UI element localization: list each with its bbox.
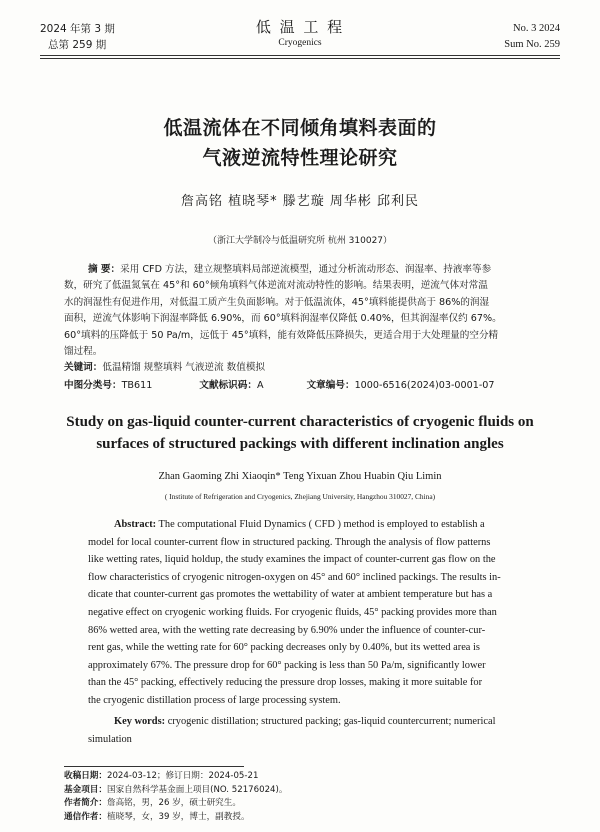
header-rule-top	[40, 55, 560, 56]
abstract-en: Abstract: The computational Fluid Dynamics ( CFD ) method is employed to establish a model for local counter-current flow in structured packing. Through the analysis of flow patterns like wetting rates, liquid holdup, the study examines the impact of counter-current gas flow on the flow characteristics of cryogenic nitrogen-oxygen on 45° and 60° inclined packings. The results in- dicate that counter-current gas promotes the wettability of water at ambient temperature but has a negative effect on cryogenic working fluids. For cryogenic fluids, 45° packing provides more than 86% wetted area, with the wetting rate decreasing by 6.90% under the influence of counter-cur- rent gas, while the wetting rate for 60° packing decreases only by 0.40%, but its wetted area is approximately 67%. The pressure drop for 60° packing is less than 50 Pa/m, significantly lower than the 45° packing, effectively reducing the pressure drop losses, making it more suitable for the cryogenic distillation process of large processing system.	[88, 519, 501, 706]
doc-code-label: 文献标识码：	[199, 380, 257, 391]
abstract-en-label: Abstract:	[114, 519, 157, 530]
clc-label: 中图分类号：	[64, 380, 122, 391]
footnote-author: 作者简介：詹高铭，男，26 岁，硕士研究生。	[64, 798, 241, 809]
keywords-en: Key words: cryogenic distillation; structured packing; gas-liquid countercurrent; numerical simulation	[88, 716, 496, 745]
footnote-rule	[64, 766, 244, 767]
abstract-cn: 摘 要：采用 CFD 方法，建立规整填料局部逆流模型，通过分析流动形态、润湿率、持液率等参 数，研究了低温氮氧在 45°和 60°倾角填料气体逆流对流动特性的影响。结果表明，逆流气体对常温 水的润湿性有促进作用，对低温工质产生负面影响。对于低温流体，45°填料能提供高于 86%的润湿 面积，逆流气体影响下润湿率降低 6.90%，而 60°填料润湿率仅降低 0.40%，但其润湿率仅约 67%。 60°填料的压降低于 50 Pa/m，远低于 45°填料，能有效降低压降损失，更适合用于大处理量的空分精 馏过程。	[64, 264, 502, 358]
title-en-line2: surfaces of structured packings with different inclination angles	[96, 436, 504, 452]
title-cn-line2: 气液逆流特性理论研究	[202, 147, 398, 169]
journal-title-cn: 低 温 工 程	[255, 18, 345, 36]
affiliation-en: ( Institute of Refrigeration and Cryogenics, Zhejiang University, Hangzhou 310027, China)	[164, 492, 436, 501]
journal-title-en: Cryogenics	[278, 38, 322, 48]
issue-number-cn: 2024 年第 3 期	[40, 23, 115, 35]
authors-cn: 詹高铭 植晓琴* 滕艺璇 周华彬 邱利民	[180, 194, 420, 209]
issue-total-en: Sum No. 259	[504, 39, 560, 50]
keywords-cn-label: 关键词：	[64, 362, 103, 373]
abstract-cn-label: 摘 要：	[88, 264, 121, 275]
title-cn-line1: 低温流体在不同倾角填料表面的	[163, 117, 437, 139]
article-number-label: 文章编号：	[306, 380, 355, 391]
doc-code-value: A	[256, 380, 264, 391]
clc-value: TB611	[121, 380, 153, 391]
header-rule-bottom	[40, 58, 560, 59]
keywords-cn: 关键词：低温精馏 规整填料 气液逆流 数值模拟	[64, 362, 266, 373]
classification-line	[64, 377, 544, 391]
footnote-corresponding: 通信作者：植晓琴，女，39 岁，博士，副教授。	[64, 811, 250, 822]
footnote-fund: 基金项目：国家自然科学基金面上项目(NO. 52176024)。	[64, 784, 288, 795]
issue-number-en: No. 3 2024	[513, 23, 560, 34]
keywords-en-label: Key words:	[114, 716, 166, 727]
footnote-received: 收稿日期：2024-03-12；修订日期：2024-05-21	[64, 771, 259, 781]
article-number-value: 1000-6516(2024)03-0001-07	[354, 380, 495, 391]
issue-total-cn: 总第 259 期	[48, 39, 107, 51]
title-en-line1: Study on gas-liquid counter-current characteristics of cryogenic fluids on	[66, 414, 534, 430]
authors-en: Zhan Gaoming Zhi Xiaoqin* Teng Yixuan Zhou Huabin Qiu Limin	[158, 471, 442, 482]
footnotes	[64, 770, 544, 824]
affiliation-cn: （浙江大学制冷与低温研究所 杭州 310027）	[207, 236, 393, 246]
